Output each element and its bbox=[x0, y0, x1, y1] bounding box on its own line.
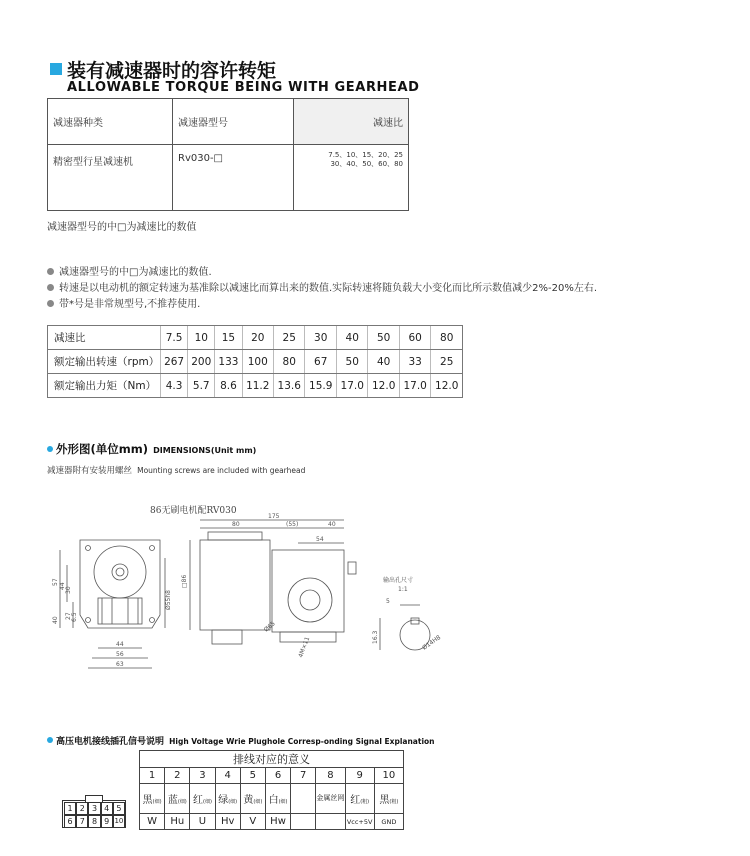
wire-color bbox=[240, 784, 265, 814]
torque-title-cn: 装有减速器时的容许转矩 bbox=[67, 60, 277, 82]
table-cell: 33 bbox=[399, 350, 430, 374]
table-cell: 25 bbox=[431, 350, 463, 374]
gearhead-boss bbox=[288, 578, 332, 622]
wire-gauge: (粗) bbox=[360, 799, 370, 805]
dim-label: Ø55h8 bbox=[165, 590, 172, 610]
table-cell: 12.0 bbox=[431, 374, 463, 398]
table-cell: 80 bbox=[274, 350, 305, 374]
wire-signal: Vcc+5V bbox=[345, 814, 374, 830]
wire-color bbox=[265, 784, 290, 814]
section-dot-icon bbox=[47, 446, 53, 452]
spec-header-ratio: 减速比 bbox=[294, 99, 409, 145]
table-cell: 10 bbox=[188, 326, 215, 350]
motor-cap bbox=[208, 532, 262, 540]
dim-label: 5 bbox=[386, 598, 390, 605]
table-cell: 17.0 bbox=[399, 374, 430, 398]
wire-number: 1 bbox=[140, 768, 165, 784]
bullet-item: 减速器型号的中□为减速比的数值. bbox=[47, 265, 697, 281]
wire-gauge: (细) bbox=[203, 799, 212, 805]
bullet-dot-icon bbox=[47, 284, 54, 291]
gearhead-shaft bbox=[348, 562, 356, 574]
pin-cell: 4 bbox=[101, 802, 113, 815]
table-row bbox=[140, 768, 404, 784]
pin-cell: 7 bbox=[76, 815, 88, 828]
pin-cell: 2 bbox=[76, 802, 88, 815]
wire-signal: GND bbox=[374, 814, 403, 830]
spec-header-type: 减速器种类 bbox=[48, 99, 173, 145]
output-hole bbox=[112, 564, 128, 580]
table-cell: 50 bbox=[368, 326, 399, 350]
dim-label: 1:1 bbox=[398, 586, 408, 593]
table-cell: 8.6 bbox=[215, 374, 242, 398]
dim-label: 57 bbox=[52, 578, 59, 586]
output-shaft bbox=[116, 568, 124, 576]
pin-cell: 3 bbox=[88, 802, 100, 815]
wire-number: 9 bbox=[345, 768, 374, 784]
wire-gauge: (细) bbox=[228, 799, 238, 805]
gearhead-bore bbox=[300, 590, 320, 610]
gearhead-body bbox=[272, 550, 344, 632]
connector-latch bbox=[85, 795, 103, 802]
wire-color bbox=[190, 784, 215, 814]
wire-color bbox=[374, 784, 403, 814]
flange-outline bbox=[80, 540, 160, 628]
dim-label: 44 bbox=[116, 641, 124, 648]
table-cell: 4.3 bbox=[161, 374, 188, 398]
gear-housing bbox=[98, 598, 142, 624]
wire-color bbox=[140, 784, 165, 814]
wire-number: 8 bbox=[316, 768, 345, 784]
row-label: 减速比 bbox=[48, 326, 161, 350]
table-cell: 30 bbox=[305, 326, 336, 350]
wire-signal: V bbox=[240, 814, 265, 830]
table-cell: 7.5 bbox=[161, 326, 188, 350]
bullet-list bbox=[47, 265, 697, 313]
wire-number: 7 bbox=[291, 768, 316, 784]
dim-label: Ø14H8 bbox=[421, 634, 443, 652]
dimension-drawing bbox=[40, 510, 460, 675]
connector-diagram bbox=[62, 800, 126, 828]
table-row bbox=[140, 784, 404, 814]
wire-signal bbox=[316, 814, 345, 830]
section-marker-icon bbox=[50, 63, 62, 75]
pin-cell: 10 bbox=[113, 815, 125, 828]
dim-label: 40 bbox=[328, 521, 336, 528]
table-cell: 40 bbox=[368, 350, 399, 374]
drawing-caption: 86无刷电机配RV030 bbox=[150, 506, 237, 516]
wire-number: 10 bbox=[374, 768, 403, 784]
wire-color-name: 绿 bbox=[218, 795, 229, 806]
table-row bbox=[48, 326, 463, 350]
bullet-dot-icon bbox=[47, 300, 54, 307]
wire-color-name: 蓝 bbox=[167, 795, 178, 806]
spec-header-model: 减速器型号 bbox=[173, 99, 294, 145]
ratios-line-1: 7.5、10、15、20、25 bbox=[328, 151, 403, 159]
table-cell: 15 bbox=[215, 326, 242, 350]
wire-gauge: (粗) bbox=[389, 799, 399, 805]
dim-label: (55) bbox=[286, 521, 299, 528]
flange-boss bbox=[94, 546, 146, 598]
row-label: 额定输出力矩（Nm） bbox=[48, 374, 161, 398]
motor-connector bbox=[212, 630, 242, 644]
wire-signal: Hv bbox=[215, 814, 240, 830]
table-cell: 13.6 bbox=[274, 374, 305, 398]
wire-color-name: 黄 bbox=[243, 795, 254, 806]
dim-label: 175 bbox=[268, 513, 280, 520]
dim-label: 30 bbox=[65, 586, 72, 594]
spec-cell-model: Rv030-□ bbox=[173, 145, 294, 211]
dim-label: 6.5 bbox=[71, 612, 78, 622]
wire-color bbox=[215, 784, 240, 814]
table-cell: 17.0 bbox=[336, 374, 367, 398]
table-cell: 100 bbox=[242, 350, 273, 374]
dim-label: 27 bbox=[65, 612, 72, 620]
bullet-item: 带*号是非常规型号,不推荐使用. bbox=[47, 297, 697, 313]
dim-label: 63 bbox=[116, 661, 124, 668]
table-cell: 11.2 bbox=[242, 374, 273, 398]
table-cell: 60 bbox=[399, 326, 430, 350]
wiring-header: 排线对应的意义 bbox=[140, 751, 404, 768]
wire-signal: U bbox=[190, 814, 215, 830]
wire-color-name: 红 bbox=[350, 795, 361, 806]
wire-number: 4 bbox=[215, 768, 240, 784]
dim-label: 44 bbox=[59, 582, 66, 590]
dim-label: 56 bbox=[116, 651, 124, 658]
dim-label: Ø65 bbox=[262, 620, 277, 634]
dim-label: 输出孔尺寸 bbox=[383, 577, 414, 584]
row-label: 额定输出转速（rpm） bbox=[48, 350, 161, 374]
table-cell: 200 bbox=[188, 350, 215, 374]
wire-color bbox=[345, 784, 374, 814]
wire-color: 金属丝网 bbox=[316, 784, 345, 814]
table-cell: 267 bbox=[161, 350, 188, 374]
torque-note: 减速器型号的中□为减速比的数值 bbox=[47, 222, 197, 233]
table-cell: 12.0 bbox=[368, 374, 399, 398]
table-cell: 25 bbox=[274, 326, 305, 350]
dim-label: 80 bbox=[232, 521, 240, 528]
bolt-hole bbox=[86, 618, 91, 623]
bullet-item: 转速是以电动机的额定转速为基准除以减速比而算出来的数值.实际转速将随负载大小变化而比所示数值减少2%-20%左右. bbox=[47, 281, 697, 297]
wire-color-name: 黑 bbox=[379, 795, 390, 806]
table-cell: 67 bbox=[305, 350, 336, 374]
wire-number: 2 bbox=[165, 768, 190, 784]
table-cell: 50 bbox=[336, 350, 367, 374]
wire-signal: Hw bbox=[265, 814, 290, 830]
pin-cell: 1 bbox=[64, 802, 76, 815]
bullet-dot-icon bbox=[47, 268, 54, 275]
spec-cell-ratios bbox=[294, 145, 409, 211]
wire-signal: Hu bbox=[165, 814, 190, 830]
wire-color-name: 红 bbox=[193, 795, 204, 806]
bolt-hole bbox=[150, 618, 155, 623]
ratio-table bbox=[47, 325, 463, 398]
wire-color-name: 黑 bbox=[142, 795, 153, 806]
table-row bbox=[48, 374, 463, 398]
dim-label: □86 bbox=[181, 574, 188, 588]
wire-signal bbox=[291, 814, 316, 830]
wire-number: 3 bbox=[190, 768, 215, 784]
dimensions-subtitle: 减速器附有安装用螺丝 Mounting screws are included with gearhead bbox=[47, 466, 306, 476]
gearhead-spec-table bbox=[47, 98, 409, 211]
wire-signal: W bbox=[140, 814, 165, 830]
dimensions-heading: 外形图(单位mm) DIMENSIONS(Unit mm) bbox=[47, 438, 256, 457]
keyway bbox=[411, 618, 419, 624]
bolt-hole bbox=[86, 546, 91, 551]
table-cell: 20 bbox=[242, 326, 273, 350]
connector-row-bottom bbox=[64, 815, 125, 828]
table-cell: 40 bbox=[336, 326, 367, 350]
table-cell: 133 bbox=[215, 350, 242, 374]
wire-gauge: (细) bbox=[152, 799, 162, 805]
motor-body bbox=[200, 540, 270, 630]
dim-label: 16.3 bbox=[372, 630, 379, 644]
wire-color bbox=[165, 784, 190, 814]
wire-number: 5 bbox=[240, 768, 265, 784]
wire-color bbox=[291, 784, 316, 814]
spec-cell-type: 精密型行星减速机 bbox=[48, 145, 173, 211]
pin-cell: 6 bbox=[64, 815, 76, 828]
wire-number: 6 bbox=[265, 768, 290, 784]
table-cell: 15.9 bbox=[305, 374, 336, 398]
wire-gauge: (细) bbox=[177, 799, 187, 805]
ratios-line-2: 30、40、50、60、80 bbox=[330, 160, 403, 168]
wire-color-name: 白 bbox=[268, 795, 279, 806]
wire-gauge: (细) bbox=[278, 799, 288, 805]
dim-label: 4M×11 bbox=[297, 635, 312, 659]
bolt-hole bbox=[150, 546, 155, 551]
pin-cell: 9 bbox=[101, 815, 113, 828]
connector-row-top bbox=[64, 802, 125, 815]
pin-cell: 5 bbox=[113, 802, 125, 815]
table-cell: 5.7 bbox=[188, 374, 215, 398]
table-cell: 80 bbox=[431, 326, 463, 350]
dim-label: 40 bbox=[52, 616, 59, 624]
wire-gauge: (细) bbox=[253, 799, 263, 805]
pin-cell: 8 bbox=[88, 815, 100, 828]
wiring-table bbox=[139, 750, 404, 830]
table-row bbox=[140, 814, 404, 830]
table-row bbox=[48, 350, 463, 374]
section-dot-icon bbox=[47, 737, 53, 743]
wiring-heading: 高压电机接线插孔信号说明 High Voltage Wrie Plughole Corresp-onding Signal Explanation bbox=[47, 729, 435, 748]
torque-title-en: ALLOWABLE TORQUE BEING WITH GEARHEAD bbox=[67, 80, 420, 95]
dim-label: 54 bbox=[316, 536, 324, 543]
